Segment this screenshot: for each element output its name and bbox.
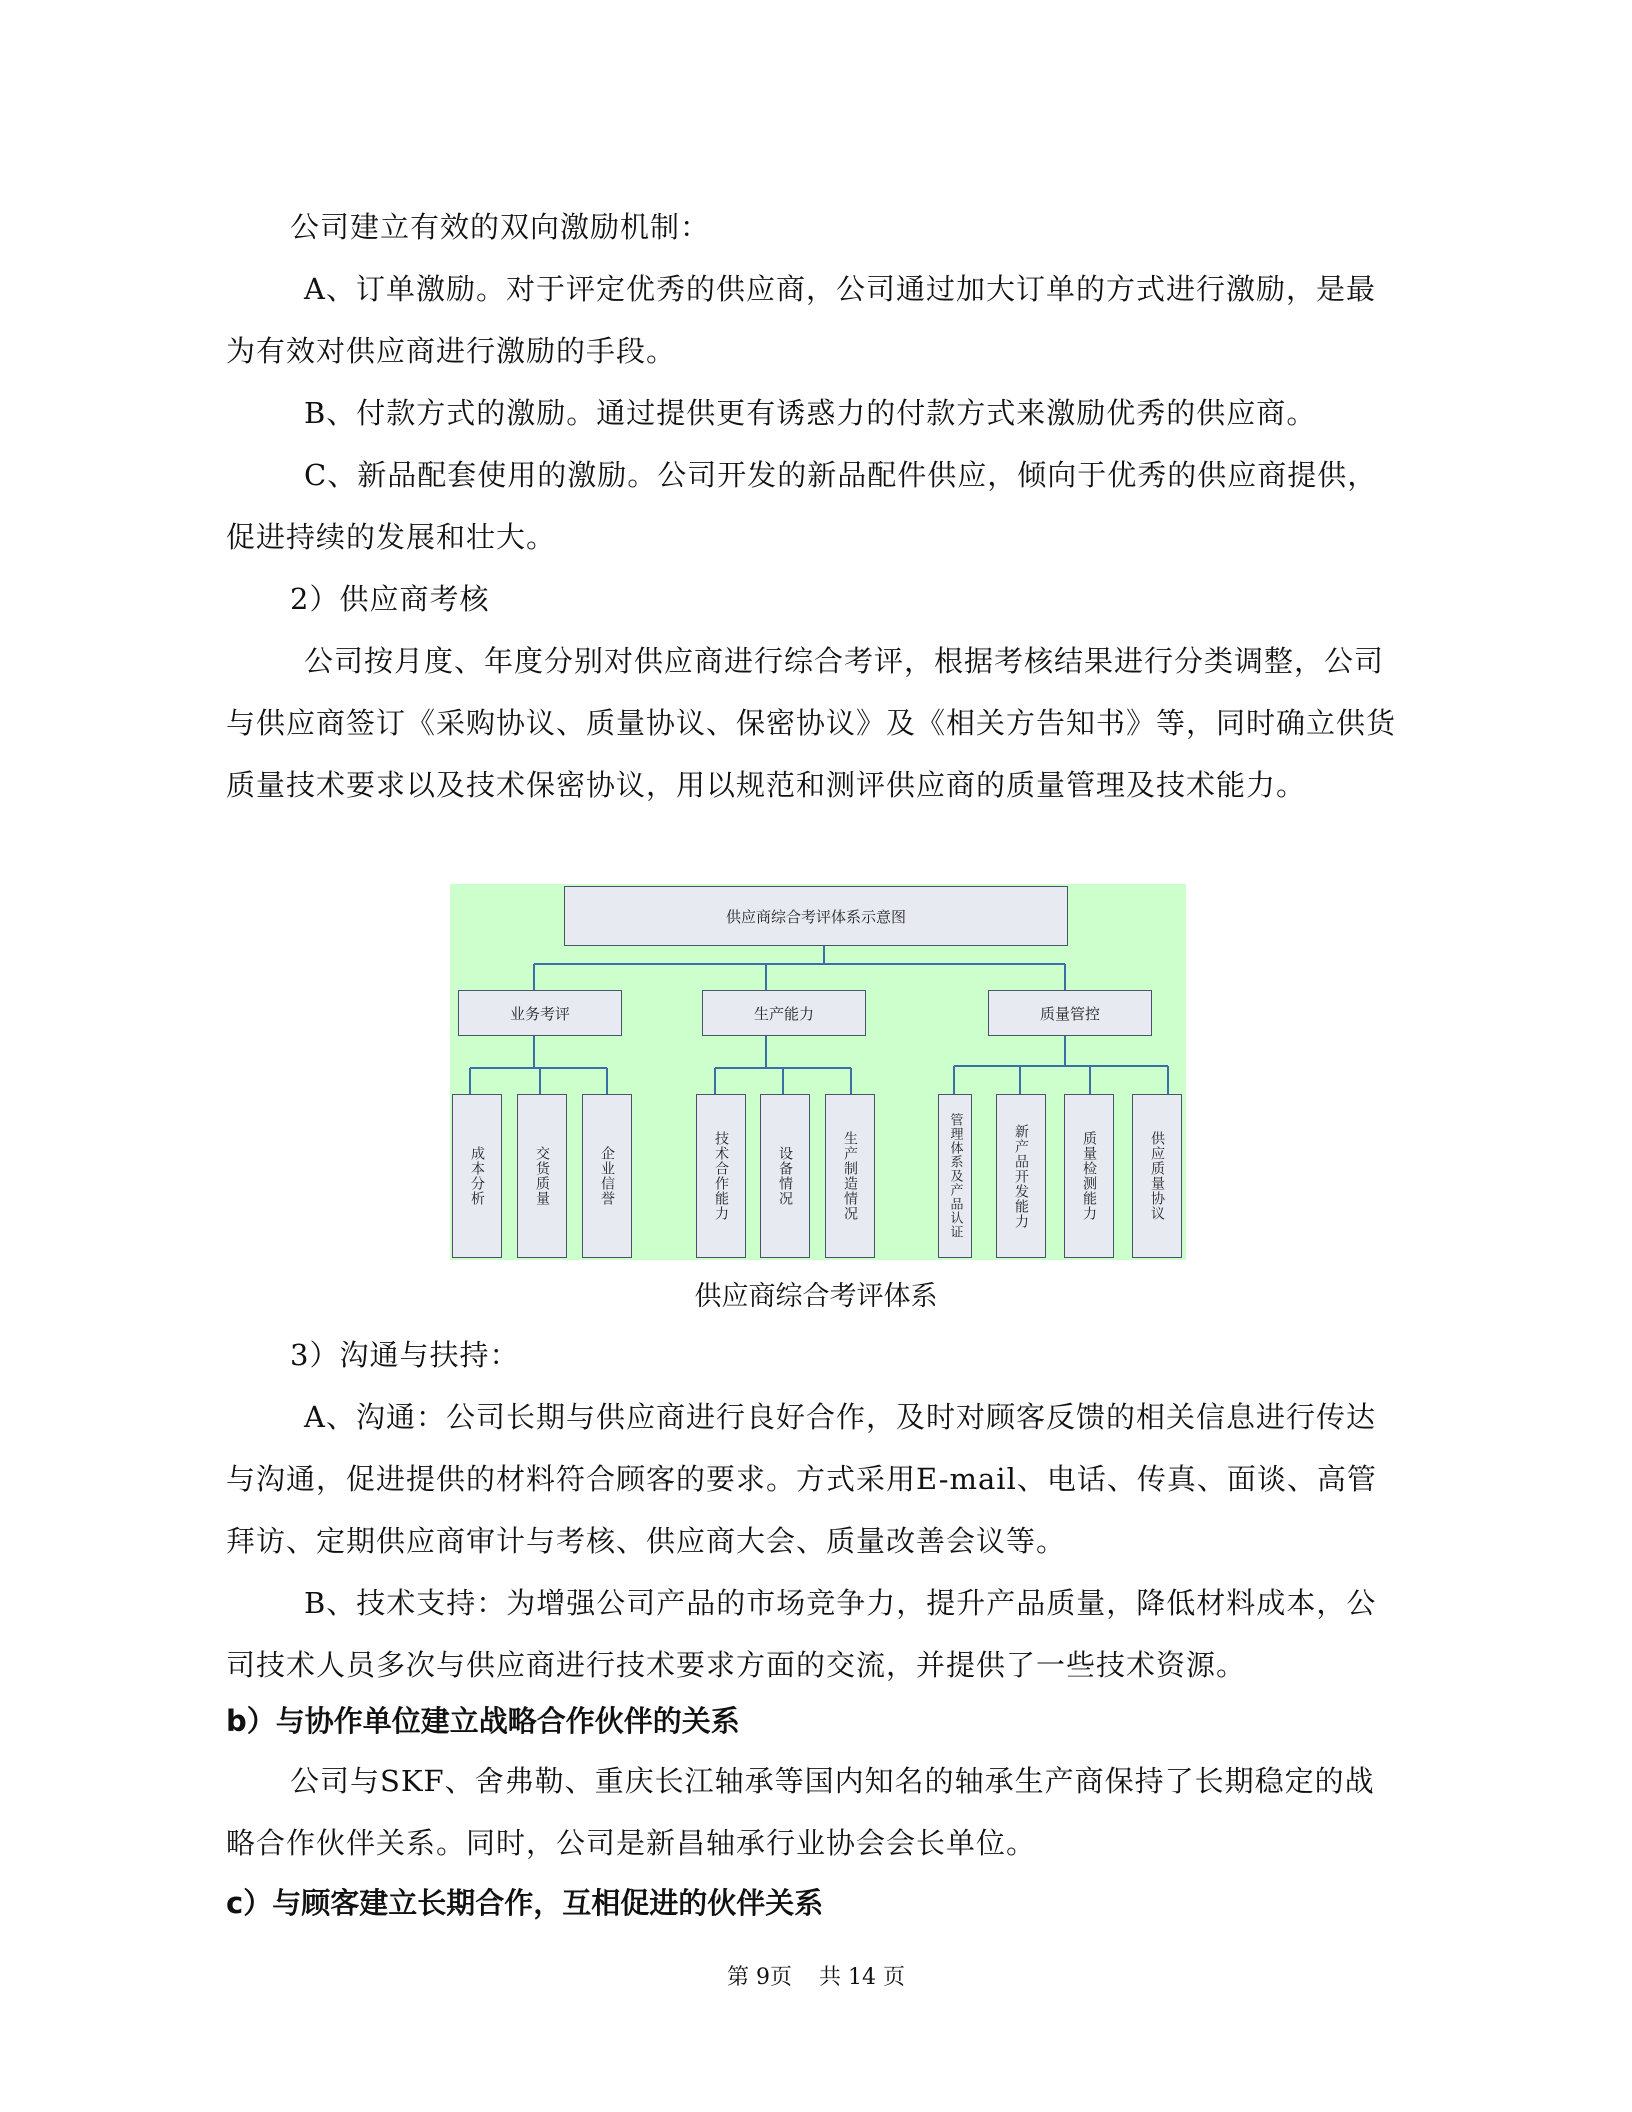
group-label-business: 业务考评 [509,1004,570,1023]
leaf-label: 管理体系及产品认证 [947,1113,963,1239]
leaf-label: 成本分析 [469,1146,485,1206]
leaf-label: 供应质量协议 [1149,1131,1165,1221]
leaf-box-new-product-development [996,1094,1046,1258]
leaf-box-technical-cooperation [696,1094,746,1258]
leaf-label: 企业信誉 [599,1146,615,1206]
supplier-evaluation-diagram [450,884,1186,1260]
leaf-box-manufacturing [825,1094,875,1258]
paragraph-order-incentive: A、订单激励。对于评定优秀的供应商，公司通过加大订单的方式进行激励，是最为有效对供应商进行激励的手段。 [226,272,1376,368]
leaf-box-equipment [760,1094,810,1258]
page-total: 共 14 页 [819,1965,905,1990]
leaf-box-quality-testing [1064,1094,1114,1258]
leaf-box-delivery-quality [517,1094,567,1258]
leaf-box-cost-analysis [452,1094,502,1258]
diagram-caption: 供应商综合考评体系 [694,1281,938,1312]
leaf-label: 交货质量 [534,1146,550,1206]
leaf-label: 质量检测能力 [1081,1131,1097,1221]
group-box-production [702,990,866,1036]
heading-customer-partnership: c）与顾客建立长期合作，互相促进的伙伴关系 [226,1886,824,1920]
leaf-label: 生产制造情况 [842,1131,858,1221]
paragraph-supplier-assessment: 公司按月度、年度分别对供应商进行综合考评，根据考核结果进行分类调整，公司与供应商签订《采购协议、质量协议、保密协议》及《相关方告知书》等，同时确立供货质量技术要求以及技术保密协议，用以规范和测评供应商的质量管理及技术能力。 [226,644,1397,802]
leaf-box-management-certification [938,1094,972,1258]
group-box-business [458,990,622,1036]
diagram-root-box [564,886,1068,946]
page-number: 第 9页 [727,1965,792,1990]
paragraph-new-product-incentive: C、新品配套使用的激励。公司开发的新品配件供应，倾向于优秀的供应商提供，促进持续的发展和壮大。 [226,458,1378,554]
group-label-quality: 质量管控 [1039,1004,1100,1023]
paragraph-payment-incentive: B、付款方式的激励。通过提供更有诱惑力的付款方式来激励优秀的供应商。 [304,396,1317,430]
section-heading-communication: 3）沟通与扶持： [290,1338,520,1372]
heading-strategic-partners: b）与协作单位建立战略合作伙伴的关系 [226,1704,740,1738]
paragraph-strategic-partners: 公司与SKF、舍弗勒、重庆长江轴承等国内知名的轴承生产商保持了长期稳定的战略合作伙伴关系。同时，公司是新昌轴承行业协会会长单位。 [226,1764,1375,1860]
page-footer [0,1960,1632,1991]
diagram-root-label: 供应商综合考评体系示意图 [725,907,906,926]
paragraph-technical-support: B、技术支持：为增强公司产品的市场竞争力，提升产品质量，降低材料成本，公司技术人员多次与供应商进行技术要求方面的交流，并提供了一些技术资源。 [226,1586,1377,1682]
leaf-label: 新产品开发能力 [1013,1123,1029,1229]
group-box-quality [988,990,1152,1036]
group-label-production: 生产能力 [753,1004,814,1023]
leaf-label: 技术合作能力 [713,1131,729,1221]
paragraph-communication: A、沟通：公司长期与供应商进行良好合作，及时对顾客反馈的相关信息进行传达与沟通，促进提供的材料符合顾客的要求。方式采用E-mail、电话、传真、面谈、高管拜访、定期供应商审计与考核、供应商大会、质量改善会议等。 [226,1400,1377,1558]
leaf-box-corporate-reputation [582,1094,632,1258]
section-heading-supplier-assessment: 2）供应商考核 [290,582,490,616]
leaf-box-supply-quality-agreement [1132,1094,1182,1258]
leaf-label: 设备情况 [777,1146,793,1206]
paragraph-incentive-intro: 公司建立有效的双向激励机制： [290,210,711,244]
